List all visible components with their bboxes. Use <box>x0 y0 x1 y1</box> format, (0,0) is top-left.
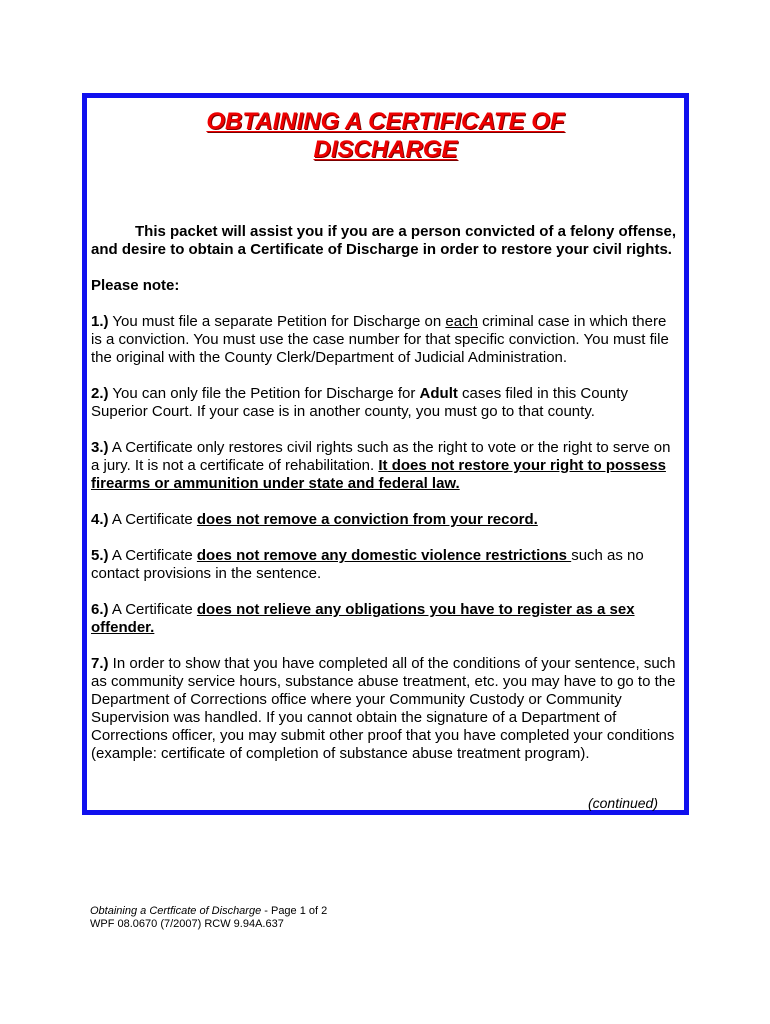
item-text: A Certificate <box>108 601 197 618</box>
item-text: You must file a separate Petition for Discharge on <box>108 313 446 330</box>
item-number: 1.) <box>91 313 109 330</box>
item-emphasis-text: does not remove any domestic violence restrictions <box>196 547 572 564</box>
note-item-3 <box>91 439 678 493</box>
item-emphasis-text: does not remove a conviction from your record. <box>196 511 538 528</box>
title-line-2: DISCHARGE <box>313 136 458 163</box>
item-text: A Certificate <box>108 547 197 564</box>
item-text: You can only file the Petition for Discharge for <box>108 385 420 402</box>
note-item-7 <box>91 655 678 763</box>
note-item-2 <box>91 385 678 421</box>
item-number: 2.) <box>91 385 109 402</box>
item-emphasis-text: It does not restore your right to possess firearms or ammunition under state and federal law. <box>91 457 666 492</box>
footer-page-number: - Page 1 of 2 <box>261 905 328 917</box>
item-text: In order to show that you have completed all of the conditions of your sentence, such as community service hours, substance abuse treatment, etc. you may have to go to the Department of Corrections office where your Community Custody or Community Supervision was handled. If you cannot obtain the signature of a Department of Corrections officer, you may submit other proof that you have completed your conditions (example: certificate of completion of substance abuse treatment program). <box>91 655 676 762</box>
content <box>91 223 678 763</box>
note-item-6 <box>91 601 678 637</box>
note-item-5 <box>91 547 678 583</box>
title-line-1: OBTAINING A CERTIFICATE OF <box>206 108 565 135</box>
footer-line-1 <box>90 905 327 918</box>
item-text: criminal case in which there is a conviction. You must use the case number for that specific conviction. You must file the original with the County Clerk/Department of Judicial Administration. <box>91 313 669 366</box>
item-text: such as no contact provisions in the sentence. <box>91 547 644 582</box>
item-number: 7.) <box>91 655 109 672</box>
item-number: 3.) <box>91 439 109 456</box>
footer-form-number: WPF 08.0670 (7/2007) RCW 9.94A.637 <box>90 918 284 930</box>
item-number: 4.) <box>91 511 109 528</box>
item-underlined-text: each <box>445 313 478 330</box>
notice-box <box>82 93 689 815</box>
page-title <box>87 108 684 164</box>
footer-doc-title: Obtaining a Certficate of Discharge <box>90 905 262 917</box>
intro-paragraph: This packet will assist you if you are a person convicted of a felony offense, and desire to obtain a Certificate of Discharge in order to restore your civil rights. <box>91 223 676 258</box>
item-emphasis-text: does not relieve any obligations you have to register as a sex offender. <box>91 601 635 636</box>
item-text: A Certificate only restores civil rights such as the right to vote or the right to serve on a jury. It is not a certificate of rehabilitation. <box>91 439 671 474</box>
item-bold-text: Adult <box>419 385 458 402</box>
continued-label: (continued) <box>587 795 658 811</box>
item-number: 5.) <box>91 547 109 564</box>
please-note-heading: Please note: <box>91 277 180 294</box>
item-text: A Certificate <box>108 511 197 528</box>
item-number: 6.) <box>91 601 109 618</box>
note-item-1 <box>91 313 678 367</box>
note-item-4 <box>91 511 678 529</box>
page-footer <box>90 905 327 931</box>
item-text: cases filed in this County Superior Court. If your case is in another county, you must go to that county. <box>91 385 628 420</box>
